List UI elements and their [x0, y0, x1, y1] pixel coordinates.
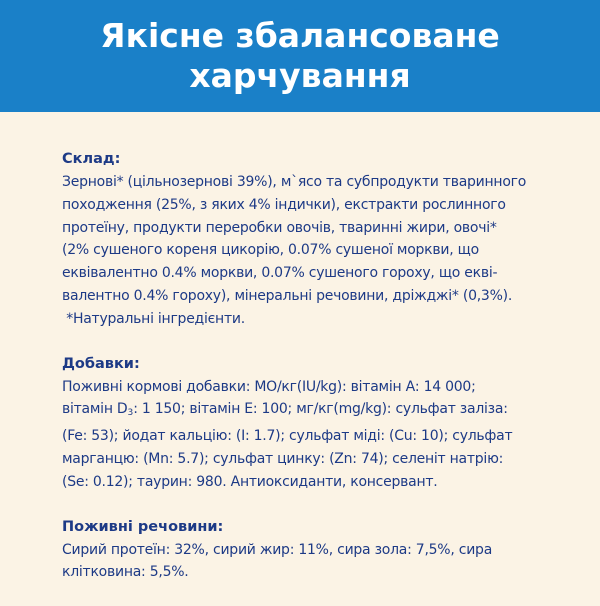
composition-section [62, 148, 592, 331]
label-content [62, 148, 592, 606]
composition-line: Зернові* (цільнозернові 39%), м`ясо та субпродукти тваринного [62, 174, 527, 190]
nutrients-section [62, 516, 592, 585]
natural-ingredients-note: *Натуральні інгредієнти. [62, 310, 245, 327]
additives-line-rest: : 1 150; вітамін E: 100; мг/кг(mg/kg): сульфат заліза: [133, 401, 508, 418]
vitamin-d-label: вітамін D [62, 401, 128, 418]
nutrients-line: Сирий протеїн: 32%, сирий жир: 11%, сира зола: 7,5%, сира [62, 541, 493, 558]
composition-line: (2% сушеного кореня цикорію, 0.07% сушеної моркви, що [62, 242, 479, 259]
nutrients-heading: Поживні речовини: [62, 518, 224, 535]
additives-line: Поживні кормові добавки: МО/кг(IU/kg): вітамін А: 14 000; [62, 378, 476, 395]
additives-section [62, 353, 592, 494]
composition-line: походження (25%, з яких 4% індички), екстракти рослинного [62, 196, 506, 213]
title-banner [0, 0, 600, 112]
composition-line: валентно 0.4% гороху), мінеральні речовини, дріжджі* (0,3%). [62, 287, 513, 304]
composition-line: протеїну, продукти переробки овочів, тваринні жири, овочі* [62, 219, 497, 236]
vitamin-d-subscript: 3 [127, 408, 134, 419]
additives-line: марганцю: (Mn: 5.7); сульфат цинку: (Zn: 74); селеніт натрію: [62, 450, 504, 467]
composition-line: еквівалентно 0.4% моркви, 0.07% сушеного гороху, що екві- [62, 265, 498, 282]
additives-line [62, 398, 592, 425]
additives-line: (Fe: 53); йодат кальцію: (I: 1.7); сульфат міді: (Cu: 10); сульфат [62, 428, 513, 445]
additives-line: (Se: 0.12); таурин: 980. Антиоксиданти, консервант. [62, 473, 438, 490]
title-line-1: Якісне збалансоване [100, 16, 500, 55]
additives-heading: Добавки: [62, 355, 140, 372]
composition-heading: Склад: [62, 151, 121, 167]
title-line-2: харчування [189, 56, 411, 95]
nutrients-line: клітковина: 5,5%. [62, 564, 189, 581]
